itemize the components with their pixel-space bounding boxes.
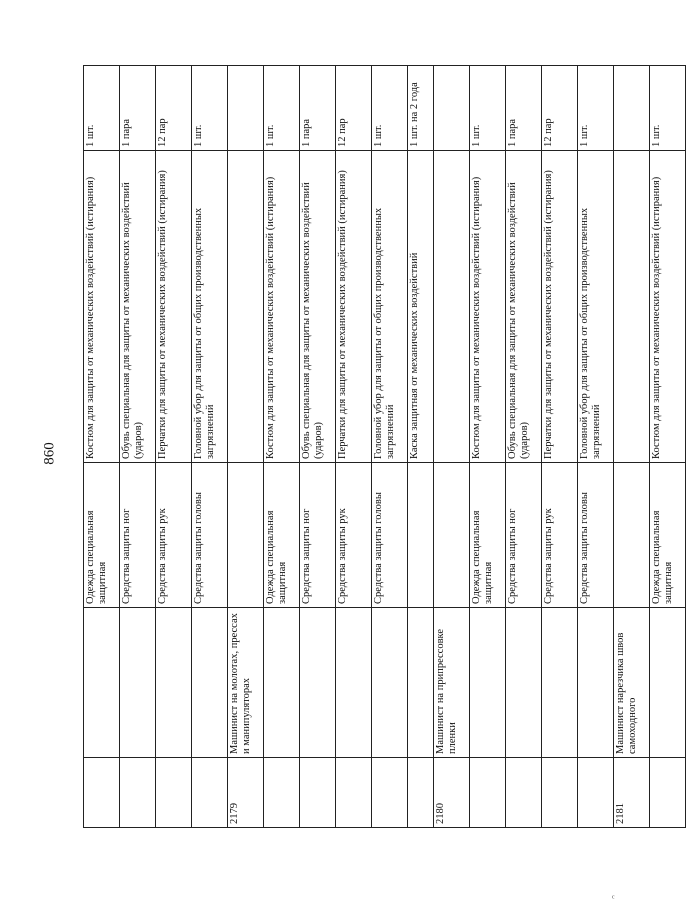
table-row — [264, 66, 300, 828]
cell-job — [120, 608, 156, 758]
cell-num: 2180 — [434, 758, 470, 828]
cell-type: Средства защиты ног — [300, 463, 336, 608]
table-row — [84, 66, 120, 828]
cell-item: Обувь специальная для защиты от механических воздействий (ударов) — [120, 151, 156, 463]
cell-item: Перчатки для защиты от механических воздействий (истирания) — [542, 151, 578, 463]
table-container — [83, 66, 674, 828]
cell-item: Костюм для защиты от механических воздействий (истирания) — [470, 151, 506, 463]
cell-num — [470, 758, 506, 828]
table-row — [578, 66, 614, 828]
cell-num — [192, 758, 228, 828]
table-row — [614, 66, 650, 828]
cell-num — [264, 758, 300, 828]
cell-job — [542, 608, 578, 758]
cell-item: Головной убор для защиты от общих производственных загрязнений — [192, 151, 228, 463]
cell-job: Машинист на припрессовке пленки — [434, 608, 470, 758]
cell-job — [578, 608, 614, 758]
cell-num — [506, 758, 542, 828]
cell-job — [264, 608, 300, 758]
table-row — [650, 66, 686, 828]
rotated-table-frame — [83, 66, 674, 828]
cell-type: Средства защиты рук — [156, 463, 192, 608]
cell-qty: 1 шт. — [84, 66, 120, 151]
cell-item: Каска защитная от механических воздействий — [408, 151, 434, 463]
cell-num — [408, 758, 434, 828]
cell-num — [120, 758, 156, 828]
cell-item: Головной убор для защиты от общих производственных загрязнений — [372, 151, 408, 463]
cell-item — [434, 151, 470, 463]
table-row — [408, 66, 434, 828]
table-row — [542, 66, 578, 828]
cell-qty — [614, 66, 650, 151]
cell-type — [228, 463, 264, 608]
cell-type — [408, 463, 434, 608]
cell-job — [192, 608, 228, 758]
table-row — [192, 66, 228, 828]
table-row — [434, 66, 470, 828]
cell-qty: 1 шт. — [264, 66, 300, 151]
table-row — [506, 66, 542, 828]
cell-job — [408, 608, 434, 758]
cell-item: Костюм для защиты от механических воздействий (истирания) — [650, 151, 686, 463]
cell-qty: 1 шт. на 2 года — [408, 66, 434, 151]
cell-job — [84, 608, 120, 758]
cell-qty: 1 шт. — [578, 66, 614, 151]
cell-num — [372, 758, 408, 828]
cell-type: Одежда специальная защитная — [470, 463, 506, 608]
cell-job — [470, 608, 506, 758]
cell-num — [300, 758, 336, 828]
cell-qty: 12 пар — [542, 66, 578, 151]
cell-type: Средства защиты головы — [192, 463, 228, 608]
cell-job — [156, 608, 192, 758]
table-row — [120, 66, 156, 828]
cell-type: Средства защиты ног — [120, 463, 156, 608]
cell-job — [336, 608, 372, 758]
cell-type: Средства защиты рук — [542, 463, 578, 608]
cell-job — [650, 608, 686, 758]
table-row — [228, 66, 264, 828]
cell-num — [84, 758, 120, 828]
cell-type: Одежда специальная защитная — [84, 463, 120, 608]
cell-qty: 12 пар — [336, 66, 372, 151]
cell-item: Обувь специальная для защиты от механических воздействий (ударов) — [300, 151, 336, 463]
cell-job: Машинист нарезчика швов самоходного — [614, 608, 650, 758]
table-row — [156, 66, 192, 828]
cell-item — [228, 151, 264, 463]
cell-item: Головной убор для защиты от общих производственных загрязнений — [578, 151, 614, 463]
cell-item: Перчатки для защиты от механических воздействий (истирания) — [336, 151, 372, 463]
cell-qty: 1 шт. — [372, 66, 408, 151]
cell-num: 2179 — [228, 758, 264, 828]
cell-item: Костюм для защиты от механических воздействий (истирания) — [264, 151, 300, 463]
cell-qty: 1 пара — [120, 66, 156, 151]
cell-type: Средства защиты рук — [336, 463, 372, 608]
cell-job — [506, 608, 542, 758]
table-row — [300, 66, 336, 828]
cell-qty: 1 шт. — [192, 66, 228, 151]
table-body — [84, 66, 686, 828]
table-row — [372, 66, 408, 828]
table-row — [336, 66, 372, 828]
cell-num — [336, 758, 372, 828]
cell-type: Средства защиты головы — [372, 463, 408, 608]
cell-type — [614, 463, 650, 608]
cell-item: Костюм для защиты от механических воздействий (истирания) — [84, 151, 120, 463]
cell-item — [614, 151, 650, 463]
cell-item: Обувь специальная для защиты от механических воздействий (ударов) — [506, 151, 542, 463]
cell-qty: 1 шт. — [650, 66, 686, 151]
scan-mark: ᶜ — [612, 893, 615, 904]
cell-qty: 1 пара — [300, 66, 336, 151]
table-row — [470, 66, 506, 828]
cell-num — [542, 758, 578, 828]
cell-type: Средства защиты головы — [578, 463, 614, 608]
cell-qty: 1 шт. — [470, 66, 506, 151]
cell-num — [156, 758, 192, 828]
cell-job — [372, 608, 408, 758]
cell-type: Одежда специальная защитная — [650, 463, 686, 608]
cell-qty: 12 пар — [156, 66, 192, 151]
cell-type: Средства защиты ног — [506, 463, 542, 608]
page-number: 860 — [41, 442, 58, 465]
cell-job — [300, 608, 336, 758]
cell-job: Машинист на молотах, прессах и манипуляторах — [228, 608, 264, 758]
cell-qty — [228, 66, 264, 151]
cell-num — [578, 758, 614, 828]
cell-type — [434, 463, 470, 608]
cell-qty: 1 пара — [506, 66, 542, 151]
cell-qty — [434, 66, 470, 151]
cell-num — [650, 758, 686, 828]
ppe-norms-table — [83, 65, 686, 828]
cell-num: 2181 — [614, 758, 650, 828]
cell-type: Одежда специальная защитная — [264, 463, 300, 608]
cell-item: Перчатки для защиты от механических воздействий (истирания) — [156, 151, 192, 463]
